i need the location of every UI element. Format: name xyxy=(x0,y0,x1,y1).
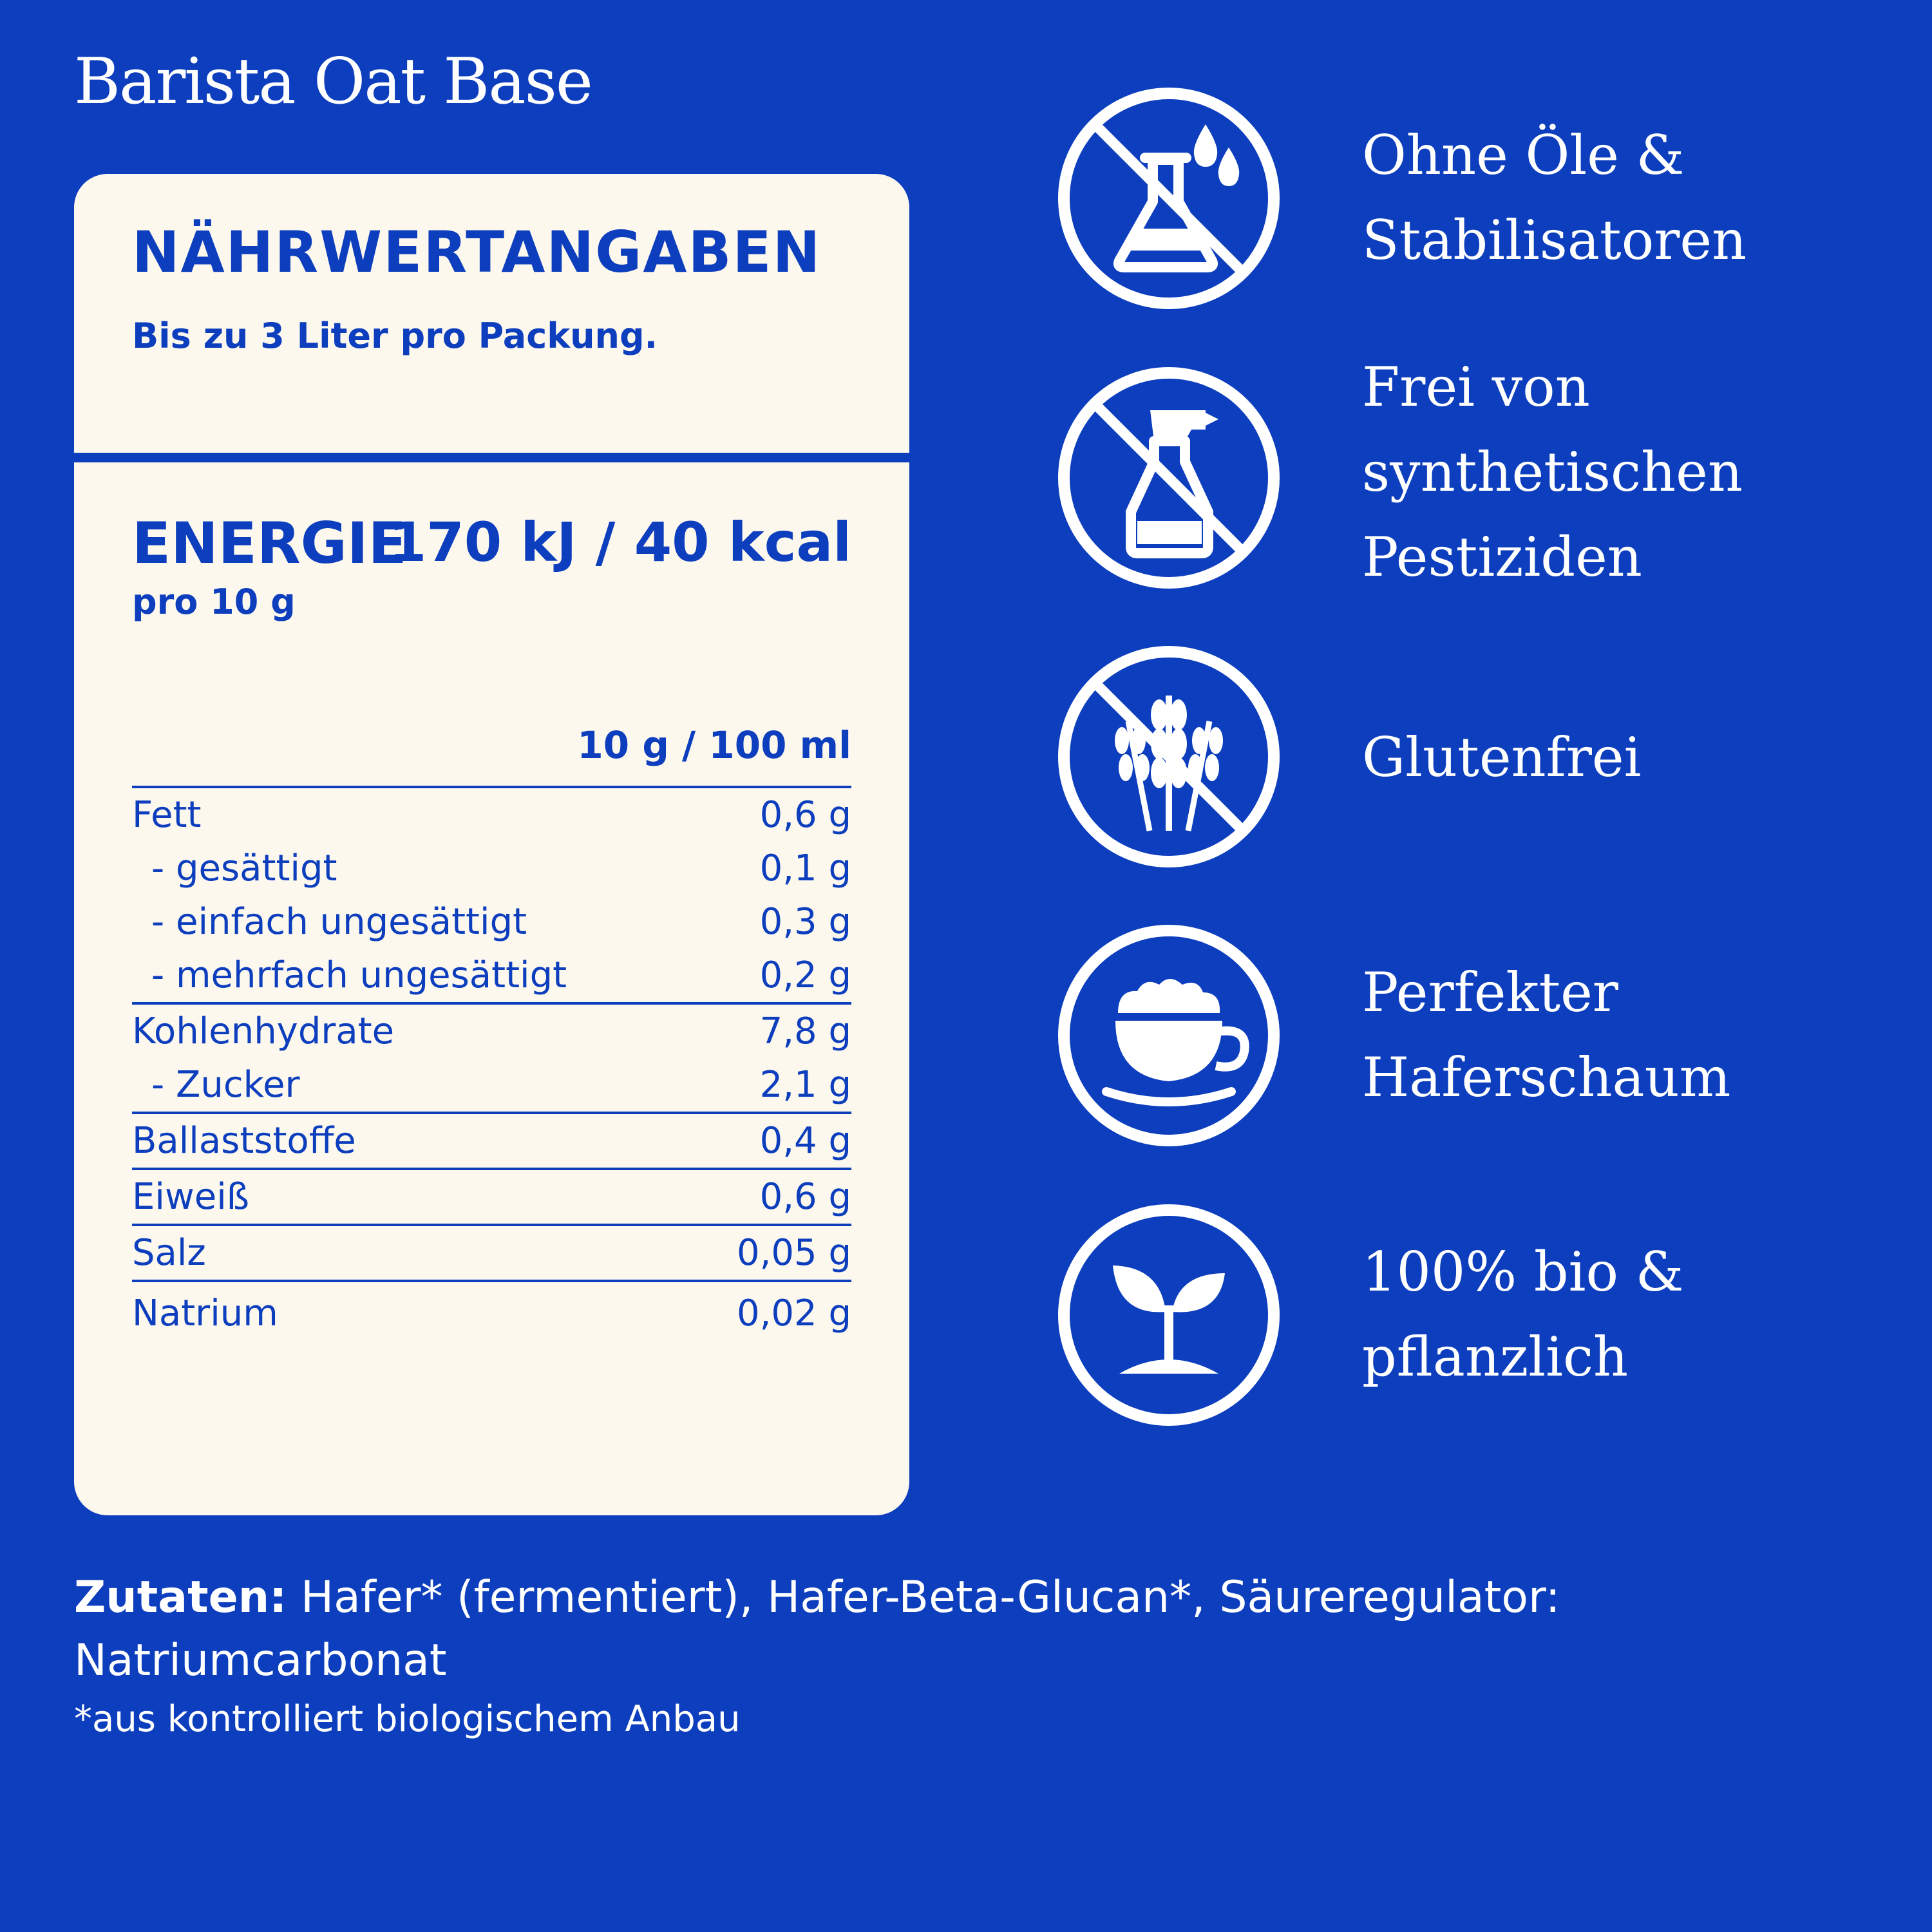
feature-text: Ohne Öle & Stabilisatoren xyxy=(1362,124,1747,272)
row-label: Fett xyxy=(132,787,701,842)
row-value: 0,6 g xyxy=(701,1169,851,1225)
row-label: Natrium xyxy=(132,1281,701,1344)
nutrition-heading: NÄHRWERTANGABEN xyxy=(132,219,822,285)
feature-gluten-free xyxy=(0,644,1932,876)
row-value: 0,3 g xyxy=(759,901,851,943)
row-value: 7,8 g xyxy=(701,1003,851,1058)
nutrition-subheading: Bis zu 3 Liter pro Packung. xyxy=(132,316,658,356)
product-title: Barista Oat Base xyxy=(74,45,592,118)
energy-label: ENERGIE xyxy=(132,510,407,576)
feature-text: 100% bio & pflanzlich xyxy=(1362,1240,1684,1388)
row-label: Kohlenhydrate xyxy=(132,1003,701,1058)
ingredients xyxy=(74,1566,1845,1692)
column-header: 10 g / 100 ml xyxy=(577,723,851,767)
feature-text: Frei von synthetischen Pestiziden xyxy=(1362,355,1743,589)
foam-cup-icon xyxy=(1056,923,1282,1148)
no-oil-flask-icon xyxy=(1056,86,1282,311)
feature-no-pesticides xyxy=(0,355,1932,597)
feature-organic xyxy=(0,1202,1932,1434)
energy-per: pro 10 g xyxy=(132,582,296,622)
row-label: - mehrfach ungesättigt xyxy=(151,954,567,996)
row-label: Eiweiß xyxy=(132,1169,701,1225)
row-label: Salz xyxy=(132,1225,701,1281)
ingredients-text: Hafer* (fermentiert), Hafer-Beta-Glucan*, Säureregulator: Natriumcarbonat xyxy=(74,1572,1560,1686)
ingredients-footnote: *aus kontrolliert biologischem Anbau xyxy=(74,1698,741,1740)
row-value: 0,05 g xyxy=(701,1225,851,1281)
row-label: - einfach ungesättigt xyxy=(151,901,527,943)
gluten-free-wheat-icon xyxy=(1056,644,1282,869)
row-value: 0,4 g xyxy=(701,1113,851,1169)
row-value: 2,1 g xyxy=(759,1064,851,1106)
ingredients-label: Zutaten: xyxy=(74,1572,287,1623)
plant-sprout-icon xyxy=(1056,1202,1282,1428)
row-label: - gesättigt xyxy=(151,848,337,889)
row-label: - Zucker xyxy=(151,1064,300,1106)
row-value: 0,6 g xyxy=(701,787,851,842)
feature-text: Perfekter Haferschaum xyxy=(1362,961,1731,1109)
row-label: Ballaststoffe xyxy=(132,1113,701,1169)
energy-value: 170 kJ / 40 kcal xyxy=(388,511,851,574)
row-value: 0,02 g xyxy=(701,1281,851,1344)
no-spray-bottle-icon xyxy=(1056,365,1282,591)
row-value: 0,1 g xyxy=(759,848,851,889)
feature-text: Glutenfrei xyxy=(1362,726,1642,789)
feature-no-oils xyxy=(0,86,1932,317)
row-value: 0,2 g xyxy=(759,954,851,996)
feature-oat-foam xyxy=(0,923,1932,1155)
